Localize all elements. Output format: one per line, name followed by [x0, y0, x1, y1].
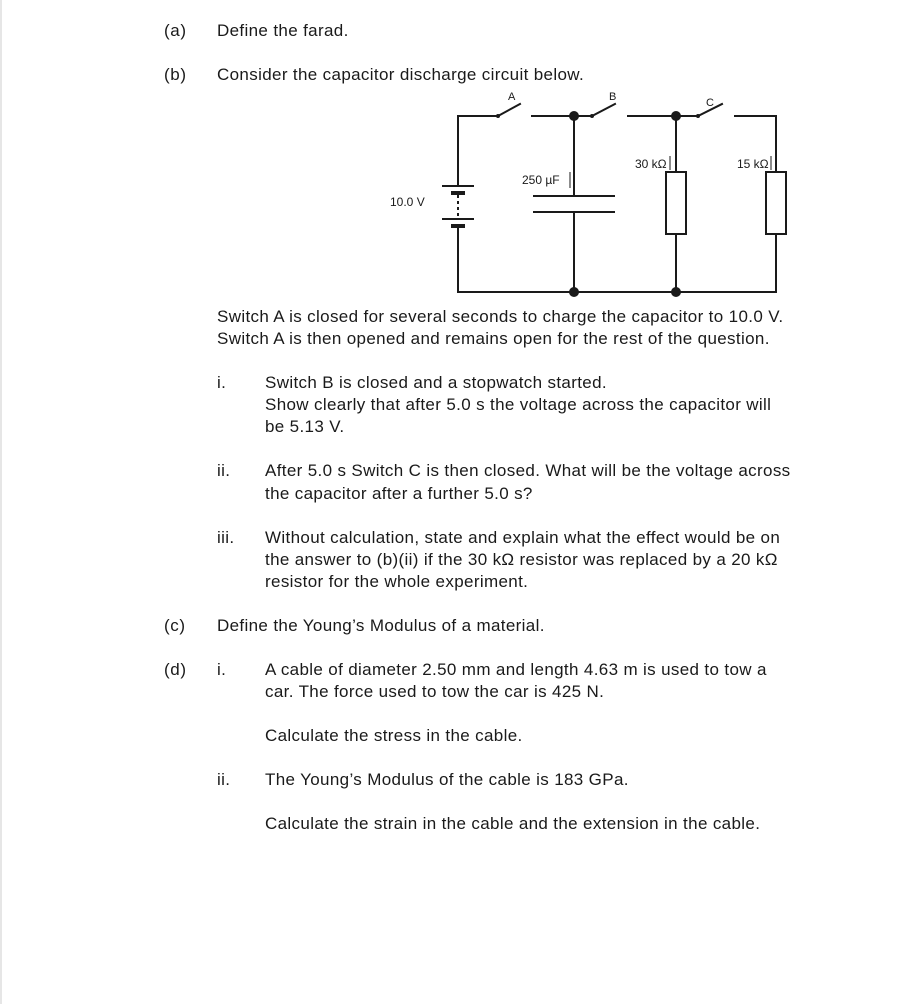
- part-a-label: (a): [164, 21, 187, 40]
- resistor-30k-icon: [666, 172, 686, 234]
- part-b-q1-label: i.: [217, 373, 227, 392]
- part-d-q1-line-1: A cable of diameter 2.50 mm and length 4.63 m is used to tow a: [265, 660, 767, 679]
- junction-bottom-r30: [671, 287, 681, 297]
- battery-icon: [442, 186, 474, 226]
- part-c-question: Define the Young’s Modulus of a material.: [217, 616, 545, 635]
- part-d-q1-label: i.: [217, 660, 227, 679]
- part-d-label: (d): [164, 660, 187, 679]
- part-b-q3-line-1: Without calculation, state and explain what the effect would be on: [265, 528, 781, 547]
- part-b-intro-line-2: Switch A is then opened and remains open for the rest of the question.: [217, 329, 770, 348]
- junction-bottom-capacitor: [569, 287, 579, 297]
- switch-b-pivot: [590, 114, 594, 118]
- part-d-q2-line-2: Calculate the strain in the cable and the extension in the cable.: [265, 814, 761, 833]
- part-b-q3-label: iii.: [217, 528, 235, 547]
- junction-top-r30: [671, 111, 681, 121]
- part-c-label: (c): [164, 616, 186, 635]
- part-b-q1-line-2: Show clearly that after 5.0 s the voltage across the capacitor will: [265, 395, 772, 414]
- part-b-q2-label: ii.: [217, 461, 231, 480]
- switch-b-lever: [592, 104, 615, 116]
- battery-voltage-label: 10.0 V: [390, 195, 425, 209]
- part-b-q3-line-2: the answer to (b)(ii) if the 30 kΩ resistor was replaced by a 20 kΩ: [265, 550, 778, 569]
- switch-a-label: A: [508, 91, 516, 103]
- resistor-15k-label: 15 kΩ: [737, 157, 769, 171]
- part-d-q1-line-3: Calculate the stress in the cable.: [265, 726, 523, 745]
- part-b-q2-line-1: After 5.0 s Switch C is then closed. What will be the voltage across: [265, 461, 791, 480]
- switch-c-pivot: [696, 114, 700, 118]
- part-d-q2-label: ii.: [217, 770, 231, 789]
- switch-b-label: B: [609, 91, 617, 103]
- part-a-question: Define the farad.: [217, 21, 349, 40]
- part-b-q1-line-1: Switch B is closed and a stopwatch started.: [265, 373, 607, 392]
- capacitor-discharge-circuit: [0, 0, 908, 310]
- switch-c-label: C: [706, 97, 714, 109]
- part-b-q2-line-2: the capacitor after a further 5.0 s?: [265, 484, 533, 503]
- resistor-15k-icon: [766, 172, 786, 234]
- junction-top-capacitor: [569, 111, 579, 121]
- capacitor-value-label: 250 µF: [522, 173, 560, 187]
- part-d-q2-line-1: The Young’s Modulus of the cable is 183 GPa.: [265, 770, 629, 789]
- resistor-30k-label: 30 kΩ: [635, 157, 667, 171]
- part-d-q1-line-2: car. The force used to tow the car is 425 N.: [265, 682, 605, 701]
- part-b-label: (b): [164, 65, 187, 84]
- part-b-intro-line-1: Switch A is closed for several seconds to charge the capacitor to 10.0 V.: [217, 307, 784, 326]
- capacitor-icon: [533, 196, 615, 212]
- part-b-question: Consider the capacitor discharge circuit below.: [217, 65, 585, 84]
- switch-a-pivot: [496, 114, 500, 118]
- part-b-q3-line-3: resistor for the whole experiment.: [265, 572, 529, 591]
- switch-a-lever: [498, 104, 520, 116]
- part-b-q1-line-3: be 5.13 V.: [265, 417, 345, 436]
